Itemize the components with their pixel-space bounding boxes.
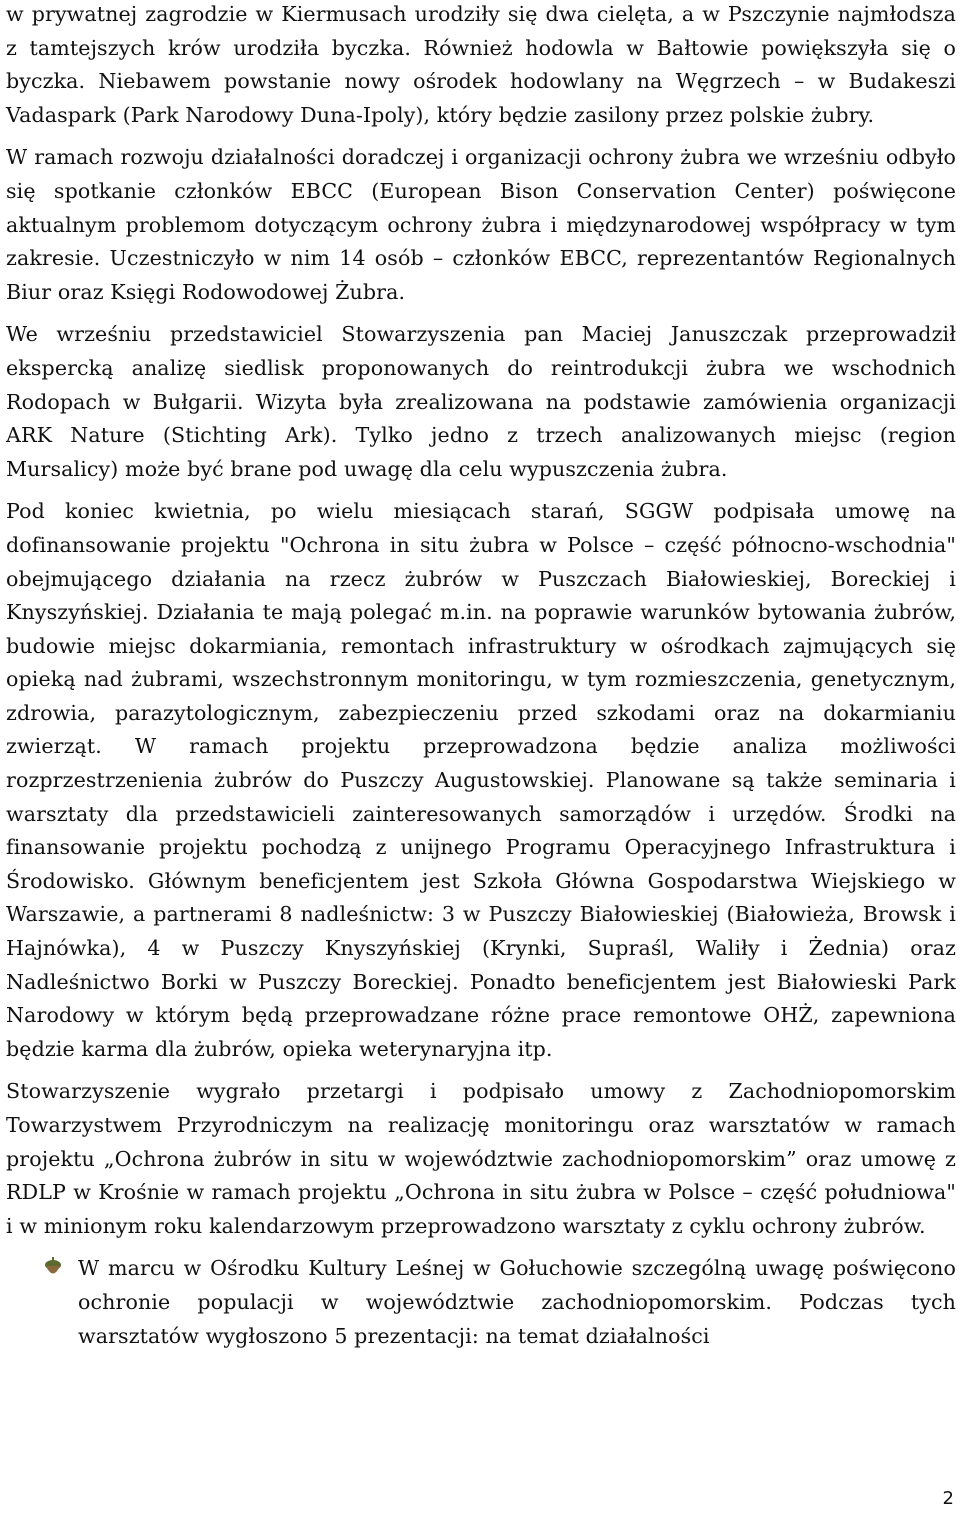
bullet-list-item	[6, 1252, 956, 1353]
acorn-bullet-icon	[40, 1255, 66, 1285]
paragraph-sggw-project: Pod koniec kwietnia, po wielu miesiącach starań, SGGW podpisała umowę na dofinansowanie projektu "Ochrona in situ żubra w Polsce – część północno-wschodnia" obejmującego działania na rzecz żubrów w Puszczach Białowieskiej, Boreckiej i Knyszyńskiej. Działania te mają polegać m.in. na poprawie warunków bytowania żubrów, budowie miejsc dokarmiania, remontach infrastruktury w ośrodkach zajmujących się opieką nad żubrami, wszechstronnym monitoringu, w tym rozmieszczenia, genetycznym, zdrowia, parazytologicznym, zabezpieczeniu przed szkodami oraz na dokarmianiu zwierząt. W ramach projektu przeprowadzona będzie analiza możliwości rozprzestrzenienia żubrów do Puszczy Augustowskiej. Planowane są także seminaria i warsztaty dla przedstawicieli zainteresowanych samorządów i urzędów. Środki na finansowanie projektu pochodzą z unijnego Programu Operacyjnego Infrastruktura i Środowisko. Głównym beneficjentem jest Szkoła Główna Gospodarstwa Wiejskiego w Warszawie, a partnerami 8 nadleśnictw: 3 w Puszczy Białowieskiej (Białowieża, Browsk i Hajnówka), 4 w Puszczy Knyszyńskiej (Krynki, Supraśl, Waliły i Żednia) oraz Nadleśnictwo Borki w Puszczy Boreckiej. Ponadto beneficjentem jest Białowieski Park Narodowy w którym będą przeprowadzane różne prace remontowe OHŻ, zapewniona będzie karma dla żubrów, opieka weterynaryjna itp.	[6, 499, 956, 1061]
paragraph-ebcc-meeting: W ramach rozwoju działalności doradczej i organizacji ochrony żubra we wrześniu odbyło się spotkanie członków EBCC (European Bison Conservation Center) poświęcone aktualnym problemom dotyczącym ochrony żubra i międzynarodowej współpracy w tym zakresie. Uczestniczyło w nim 14 osób – członków EBCC, reprezentantów Regionalnych Biur oraz Księgi Rodowodowej Żubra.	[6, 145, 956, 304]
document-page	[6, 0, 956, 1353]
page-number: 2	[942, 1488, 954, 1509]
paragraph-workshops: Stowarzyszenie wygrało przetargi i podpisało umowy z Zachodniopomorskim Towarzystwem Przyrodniczym na realizację monitoringu oraz warsztatów w ramach projektu „Ochrona żubrów in situ w województwie zachodniopomorskim” oraz umowę z RDLP w Krośnie w ramach projektu „Ochrona in situ żubra w Polsce – część południowa" i w minionym roku kalendarzowym przeprowadzono warsztaty z cyklu ochrony żubrów.	[6, 1079, 956, 1238]
paragraph-bison-births: w prywatnej zagrodzie w Kiermusach urodziły się dwa cielęta, a w Pszczynie najmłodsza z tamtejszych krów urodziła byczka. Również hodowla w Bałtowie powiększyła się o byczka. Niebawem powstanie nowy ośrodek hodowlany na Węgrzech – w Budakeszi Vadaspark (Park Narodowy Duna-Ipoly), który będzie zasilony przez polskie żubry.	[6, 2, 956, 127]
paragraph-bulgaria-analysis: We wrześniu przedstawiciel Stowarzyszenia pan Maciej Januszczak przeprowadził ekspercką analizę siedlisk proponowanych do reintrodukcji żubra we wschodnich Rodopach w Bułgarii. Wizyta była zrealizowana na podstawie zamówienia organizacji ARK Nature (Stichting Ark). Tylko jedno z trzech analizowanych miejsc (region Mursalicy) może być brane pod uwagę dla celu wypuszczenia żubra.	[6, 322, 956, 481]
bullet-text: W marcu w Ośrodku Kultury Leśnej w Gołuchowie szczególną uwagę poświęcono ochronie populacji w województwie zachodniopomorskim. Podczas tych warsztatów wygłoszono 5 prezentacji: na temat działalności	[78, 1256, 956, 1348]
